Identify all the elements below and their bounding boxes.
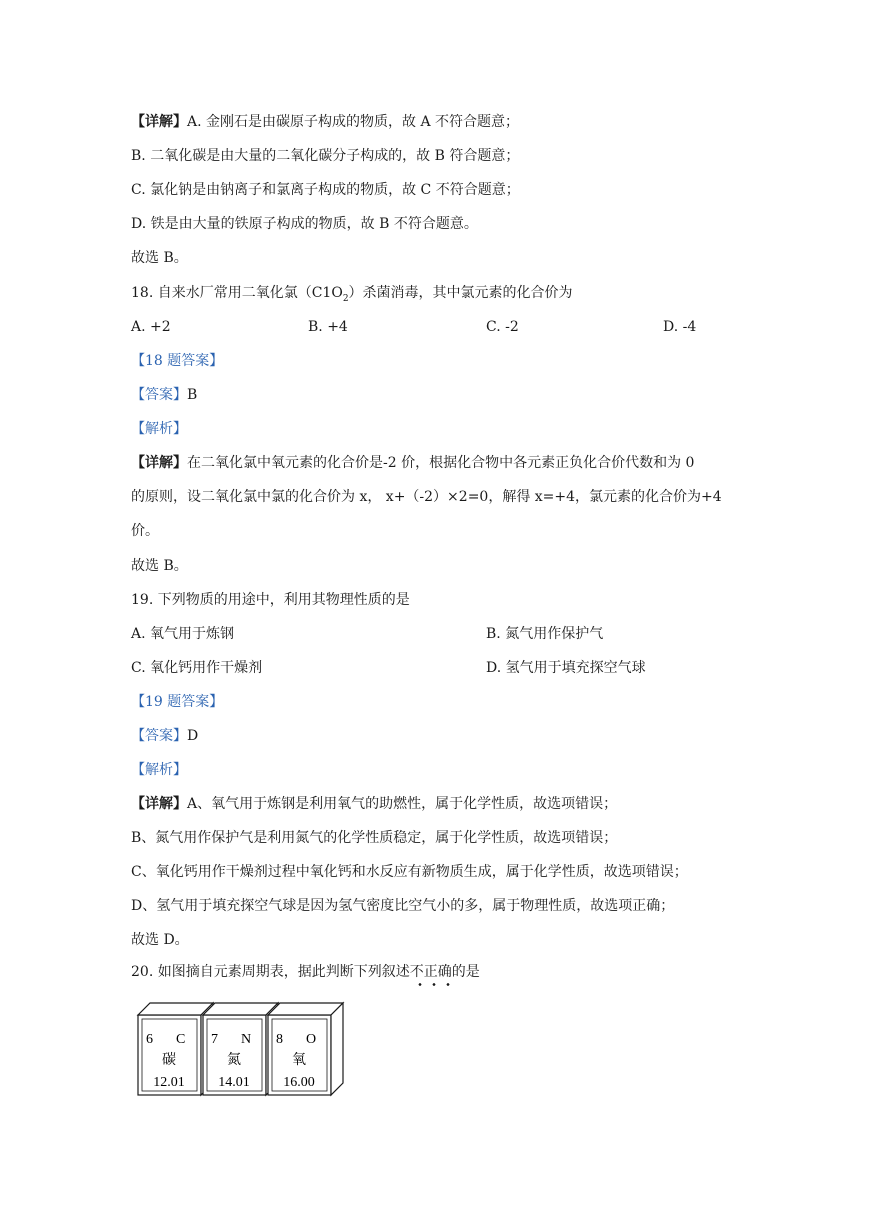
element-cell-nitrogen bbox=[203, 1003, 278, 1095]
element-name: 氧 bbox=[292, 1053, 306, 1068]
q18-answer-header: 【18 题答案】 bbox=[131, 353, 224, 369]
q19-detail-line2: B、氮气用作保护气是利用氮气的化学性质稳定，属于化学性质，故选项错误； bbox=[131, 830, 618, 846]
element-number: 7 bbox=[211, 1032, 218, 1047]
q18-stem-post: ）杀菌消毒，其中氯元素的化合价为 bbox=[348, 285, 573, 301]
q18-option-c: C. -2 bbox=[486, 319, 519, 335]
element-name: 氮 bbox=[227, 1053, 241, 1068]
q20-stem bbox=[131, 962, 480, 982]
q19-detail-line1 bbox=[131, 794, 617, 814]
element-cell-oxygen bbox=[268, 1003, 343, 1095]
q19-detail-line3: C、氧化钙用作干燥剂过程中氧化钙和水反应有新物质生成，属于化学性质，故选项错误； bbox=[131, 864, 688, 880]
q19-option-b: B. 氮气用作保护气 bbox=[486, 626, 604, 642]
q19-detail-line1-text: A、氧气用于炼钢是利用氧气的助燃性，属于化学性质，故选项错误； bbox=[187, 796, 618, 812]
q19-stem: 19. 下列物质的用途中，利用其物理性质的是 bbox=[131, 592, 410, 608]
q18-option-a: A. +2 bbox=[131, 319, 171, 335]
q18-stem-pre: 18. 自来水厂常用二氧化氯（C1O bbox=[131, 285, 343, 301]
detail-tag: 【详解】 bbox=[131, 114, 187, 130]
q18-analysis-tag: 【解析】 bbox=[131, 421, 187, 437]
q19-option-a: A. 氧气用于炼钢 bbox=[131, 626, 235, 642]
q18-answer bbox=[131, 385, 197, 405]
q18-option-d: D. -4 bbox=[663, 319, 697, 335]
q19-detail-line4: D、氢气用于填充探空气球是因为氢气密度比空气小的多，属于物理性质，故选项正确； bbox=[131, 898, 675, 914]
answer-tag: 【答案】 bbox=[131, 728, 187, 744]
periodic-table-figure bbox=[135, 1000, 355, 1100]
q18-option-b: B. +4 bbox=[308, 319, 348, 335]
answer-tag: 【答案】 bbox=[131, 387, 187, 403]
q18-detail-line2: 的原则，设二氧化氯中氯的化合价为 x， x+（-2）×2=0，解得 x=+4，氯元素的化合价为+4 bbox=[131, 489, 722, 505]
q20-stem-pre: 20. 如图摘自元素周期表，据此判断下列叙述 bbox=[131, 964, 410, 980]
q19-answer-header: 【19 题答案】 bbox=[131, 694, 224, 710]
q17-detail-line-c: C. 氯化钠是由钠离子和氯离子构成的物质，故 C 不符合题意； bbox=[131, 182, 520, 198]
element-number: 8 bbox=[276, 1032, 283, 1047]
q17-detail-line-d: D. 铁是由大量的铁原子构成的物质，故 B 不符合题意。 bbox=[131, 216, 478, 232]
element-mass: 12.01 bbox=[153, 1075, 185, 1090]
q17-detail-line-a bbox=[131, 112, 519, 132]
q17-detail-line-b: B. 二氧化碳是由大量的二氧化碳分子构成的，故 B 符合题意； bbox=[131, 148, 520, 164]
q18-stem bbox=[131, 283, 573, 309]
q19-answer bbox=[131, 726, 198, 746]
element-number: 6 bbox=[146, 1032, 153, 1047]
q17-conclusion: 故选 B。 bbox=[131, 250, 188, 266]
q18-detail-line1 bbox=[131, 453, 694, 473]
element-symbol: O bbox=[306, 1032, 317, 1047]
q17-detail-a-text: A. 金刚石是由碳原子构成的物质，故 A 不符合题意； bbox=[187, 114, 520, 130]
element-symbol: C bbox=[176, 1032, 186, 1047]
q20-stem-post: 的是 bbox=[451, 964, 480, 980]
element-mass: 16.00 bbox=[283, 1075, 315, 1090]
q19-option-d: D. 氢气用于填充探空气球 bbox=[486, 660, 646, 676]
q20-stem-emphasis: 不正确 bbox=[409, 964, 452, 980]
q18-conclusion: 故选 B。 bbox=[131, 558, 188, 574]
detail-tag: 【详解】 bbox=[131, 455, 187, 471]
answer-value: D bbox=[187, 728, 199, 744]
element-cell-carbon bbox=[138, 1003, 213, 1095]
q19-analysis-tag: 【解析】 bbox=[131, 762, 187, 778]
element-symbol: N bbox=[241, 1032, 252, 1047]
q19-option-c: C. 氧化钙用作干燥剂 bbox=[131, 660, 263, 676]
q18-stem-subscript: 2 bbox=[342, 293, 349, 304]
q19-conclusion: 故选 D。 bbox=[131, 932, 189, 948]
detail-tag: 【详解】 bbox=[131, 796, 187, 812]
element-name: 碳 bbox=[162, 1053, 176, 1068]
element-mass: 14.01 bbox=[218, 1075, 250, 1090]
q18-detail-line3: 价。 bbox=[131, 523, 159, 539]
answer-value: B bbox=[187, 387, 198, 403]
q18-detail-line1-text: 在二氧化氯中氧元素的化合价是-2 价，根据化合物中各元素正负化合价代数和为 0 bbox=[187, 455, 695, 471]
